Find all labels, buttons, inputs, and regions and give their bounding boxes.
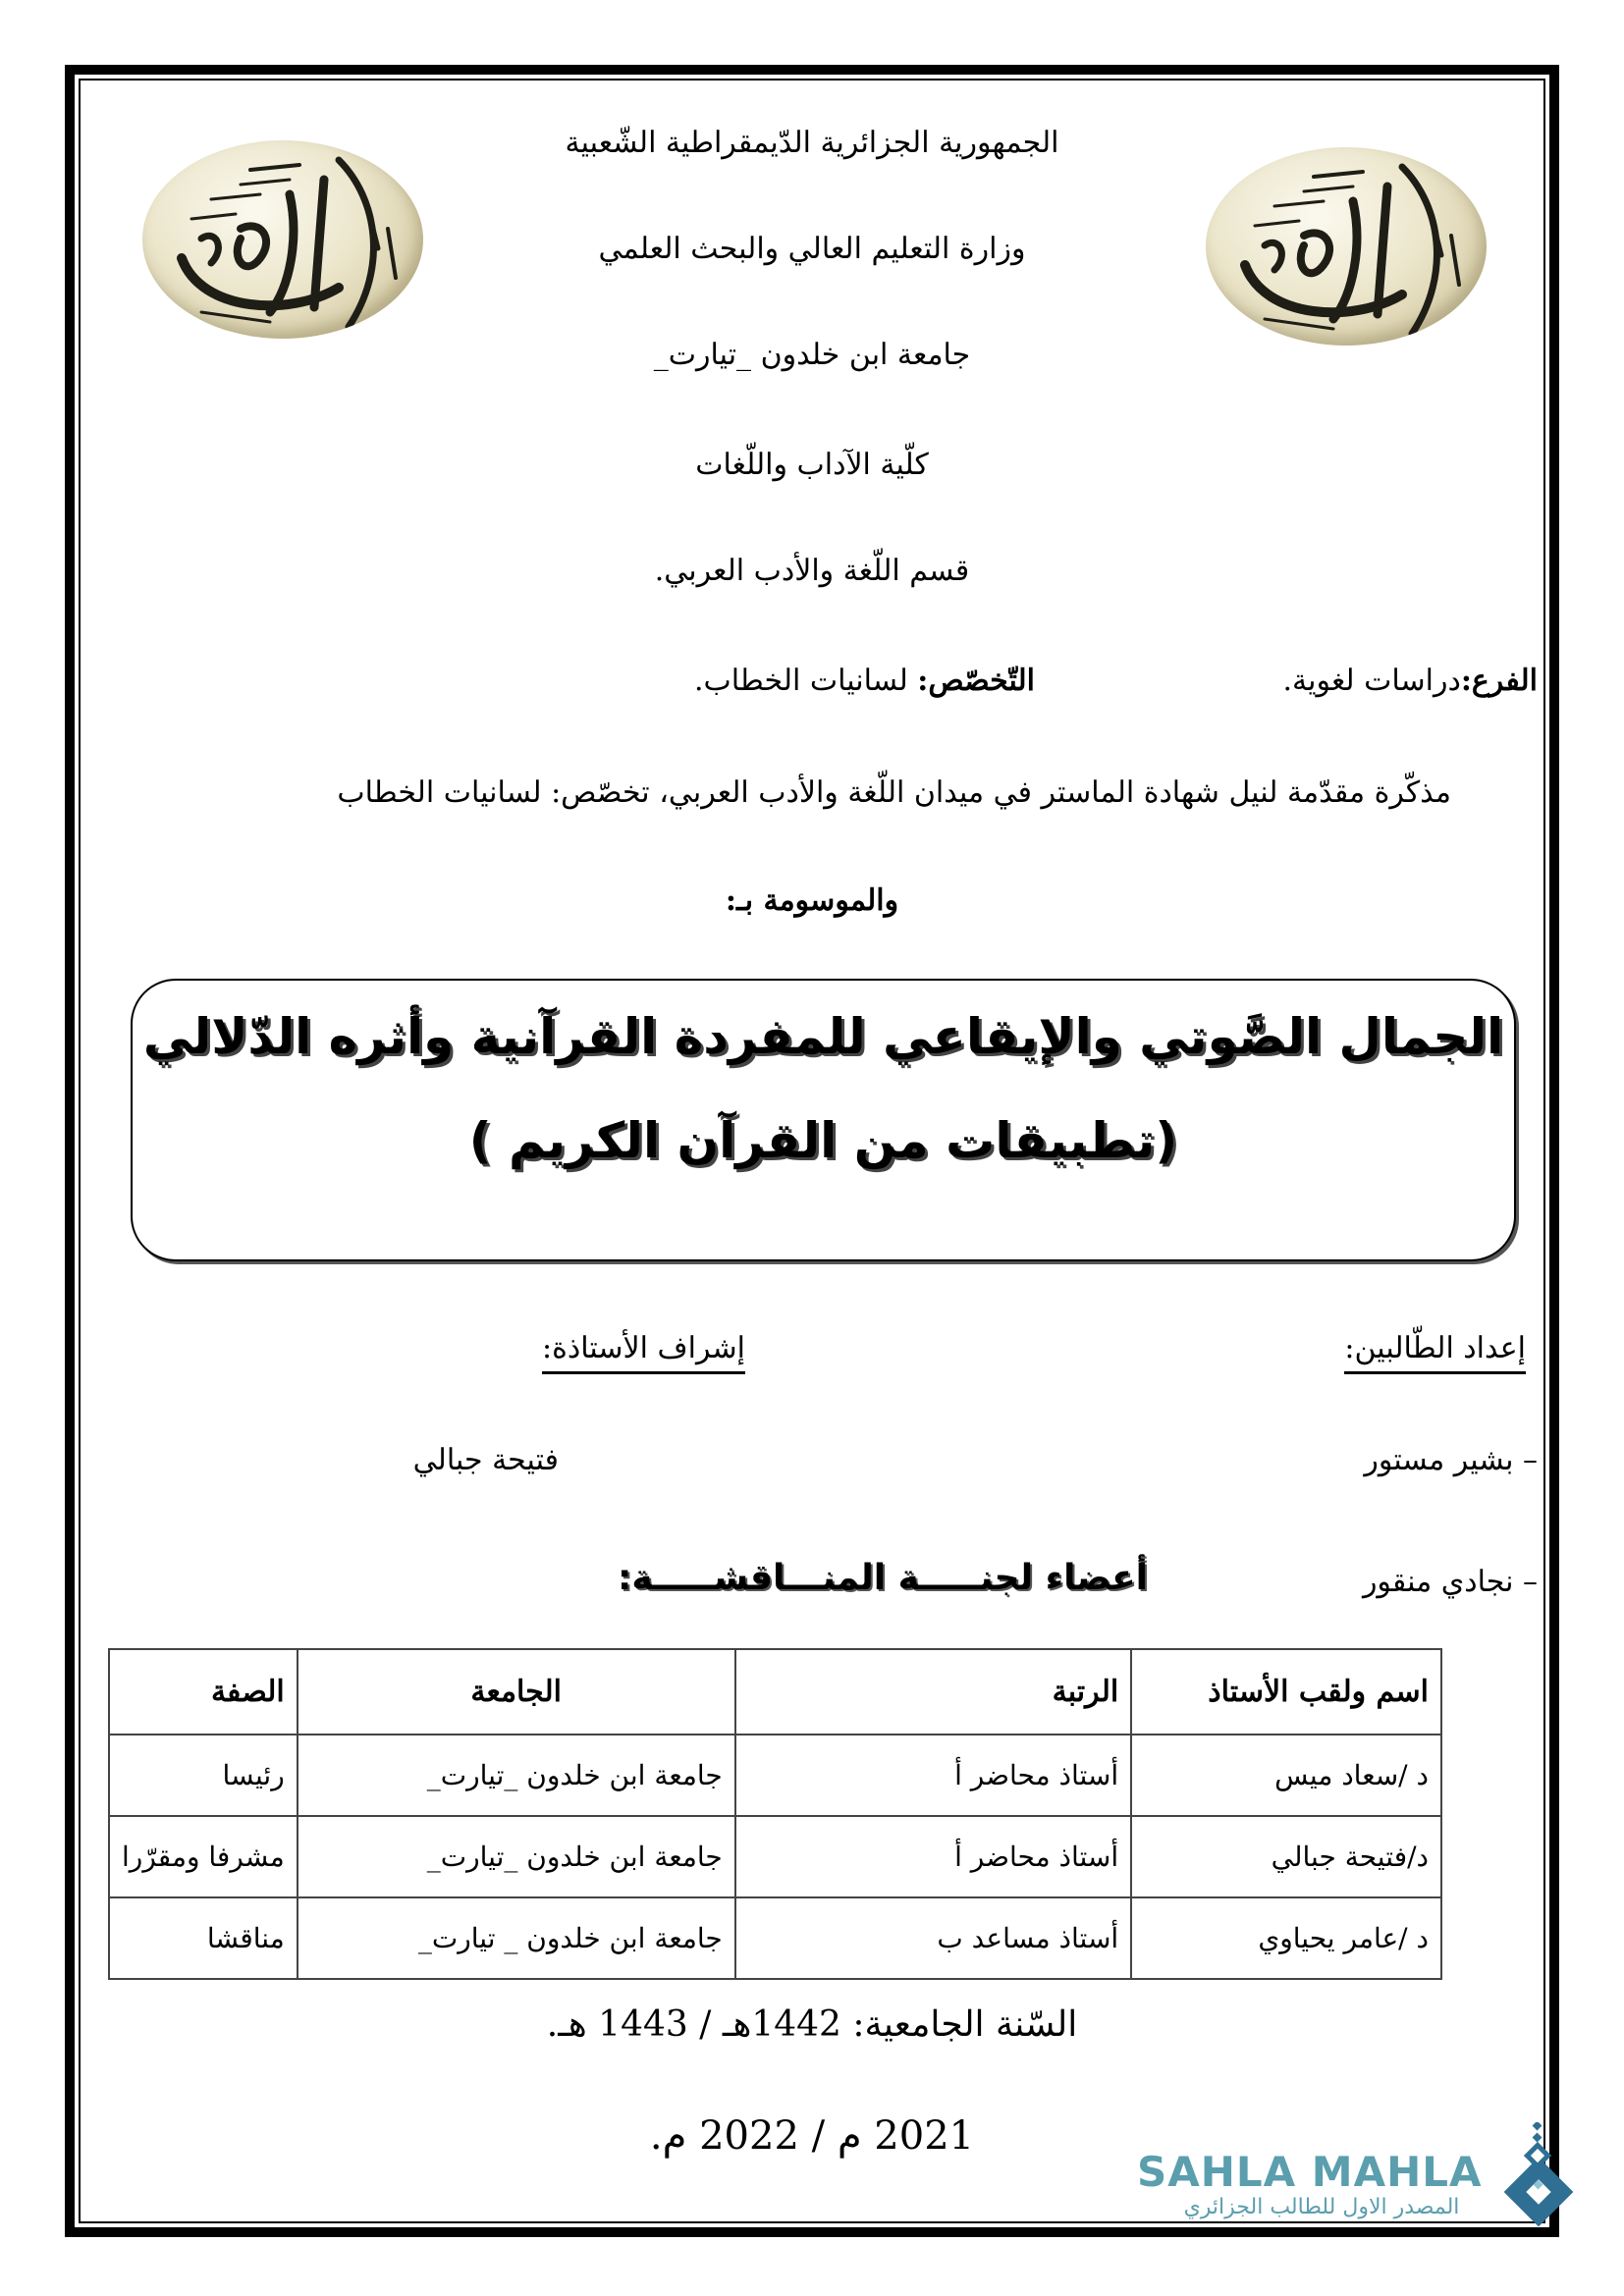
cell-name: د /سعاد ميس [1131, 1735, 1441, 1816]
cell-rank: أستاذ مساعد ب [735, 1897, 1131, 1979]
col-header-name: اسم ولقب الأستاذ [1131, 1649, 1441, 1735]
specialty-label: التّخصّص: [917, 664, 1035, 698]
cell-role: مناقشا [109, 1897, 298, 1979]
academic-year-gregorian: 2021 م / 2022 م. [649, 2113, 975, 2159]
cell-role: مشرفا ومقرّرا [109, 1816, 298, 1897]
cell-rank: أستاذ محاضر أ [735, 1735, 1131, 1816]
students-label-text: إعداد الطّالبين: [1344, 1331, 1526, 1374]
branch [1282, 660, 1538, 703]
memo-statement: مذكّرة مقدّمة لنيل شهادة الماستر في ميدان اللّغة والأدب العربي، تخصّص: لسانيات الخطاب [337, 775, 1451, 810]
col-header-role: الصفة [109, 1649, 298, 1735]
watermark-tagline: المصدر الاول للطالب الجزائري [1183, 2195, 1460, 2219]
watermark-brand: SAHLA MAHLA [1137, 2148, 1483, 2196]
supervisor-label-text: إشراف الأستاذة: [542, 1331, 745, 1374]
university-name: جامعة ابن خلدون _تيارت_ [653, 338, 971, 372]
ministry-name: وزارة التعليم العالي والبحث العلمي [598, 232, 1026, 266]
cell-rank: أستاذ محاضر أ [735, 1816, 1131, 1897]
branch-label: الفرع: [1460, 664, 1538, 698]
cell-university: جامعة ابن خلدون _تيارت_ [298, 1735, 735, 1816]
thesis-title-box [131, 979, 1516, 1261]
table-header-row [109, 1649, 1441, 1735]
cell-name: د /عامر يحياوي [1131, 1897, 1441, 1979]
committee-table [108, 1648, 1442, 1980]
col-header-rank: الرتبة [735, 1649, 1131, 1735]
department-name: قسم اللّغة والأدب العربي. [654, 554, 970, 588]
table-row [109, 1816, 1441, 1897]
specialty [694, 660, 1035, 703]
committee-label: أعضاء لجنـــــة المنـــاقشـــــة: [618, 1558, 1148, 1598]
thesis-title-line-2: (تطبيقات من القرآن الكريم ) [468, 1112, 1178, 1169]
supervisor-label [542, 1327, 745, 1370]
cell-role: رئيسا [109, 1735, 298, 1816]
table-row [109, 1735, 1441, 1816]
faculty-name: كلّية الآداب واللّغات [695, 448, 929, 482]
branch-value: دراسات لغوية. [1282, 664, 1461, 698]
students-label [1344, 1327, 1526, 1370]
sahla-mahla-logo-icon [1504, 2122, 1575, 2226]
republic-name: الجمهورية الجزائرية الدّيمقراطية الشّعبية [565, 126, 1059, 160]
col-header-university: الجامعة [298, 1649, 735, 1735]
specialty-value: لسانيات الخطاب. [693, 664, 918, 698]
table-row [109, 1897, 1441, 1979]
student-name-1: – بشير مستور [1364, 1443, 1538, 1477]
cell-name: د/فتيحة جبالي [1131, 1816, 1441, 1897]
titled-by-label: والموسومة بـ: [725, 883, 899, 918]
supervisor-name: فتيحة جبالي [412, 1443, 559, 1477]
cell-university: جامعة ابن خلدون _تيارت_ [298, 1816, 735, 1897]
student-name-2: – نجادي منقور [1362, 1565, 1538, 1599]
academic-year-hijri: السّنة الجامعية: 1442هـ / 1443 هـ. [546, 2004, 1078, 2045]
thesis-title-line-1: الجمال الصَّوتي والإيقاعي للمفردة القرآنية وأثره الدّلالي [142, 1008, 1504, 1065]
cell-university: جامعة ابن خلدون _ تيارت_ [298, 1897, 735, 1979]
